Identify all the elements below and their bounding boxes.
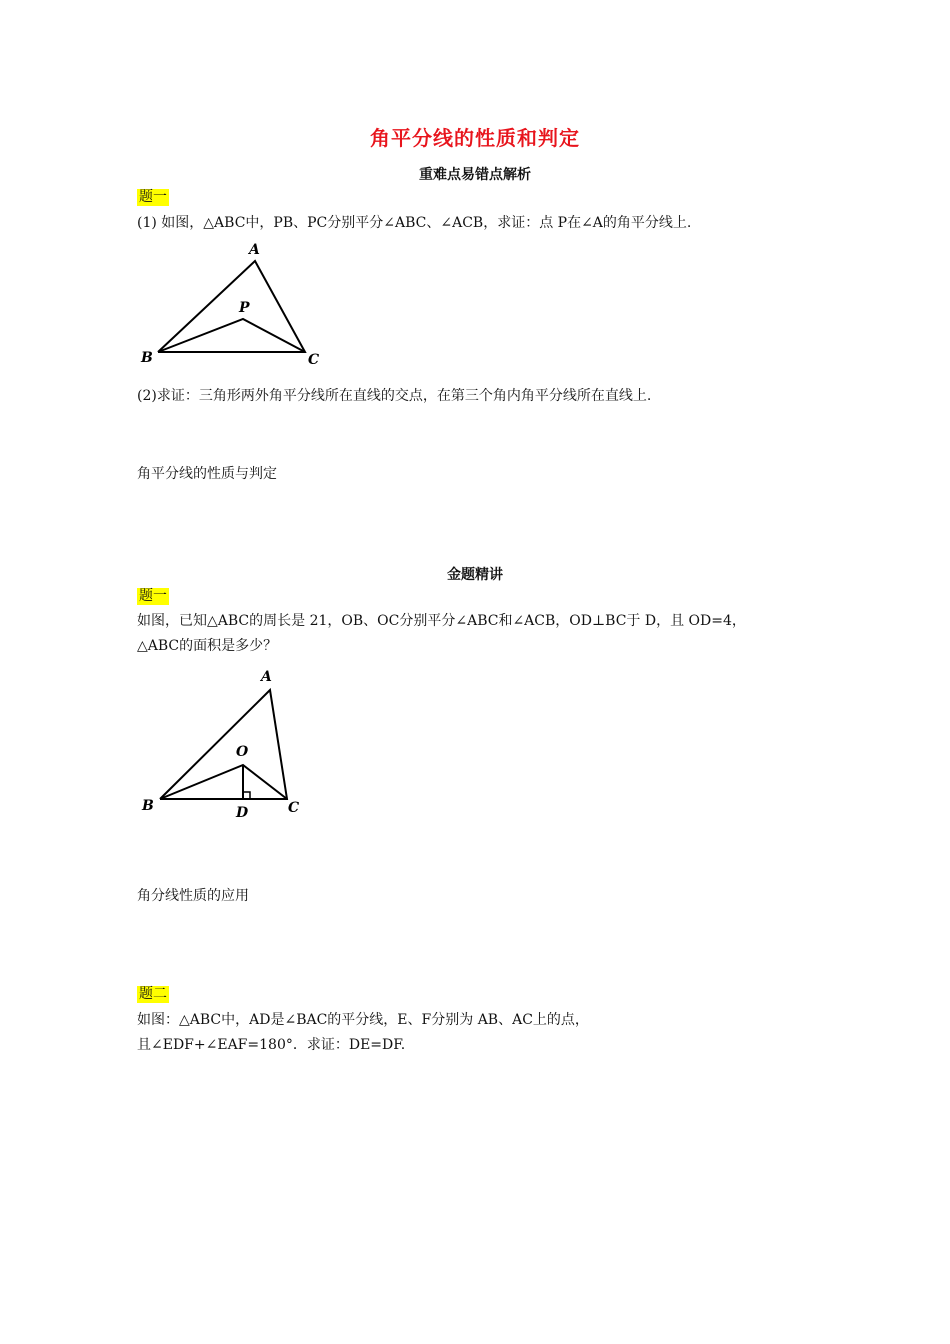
- label-o: O: [236, 744, 249, 760]
- bisector-lines-bp-cp: [158, 319, 305, 352]
- label-b-2: B: [142, 798, 154, 814]
- question-1-part-2: (2)求证：三角形两外角平分线所在直线的交点，在第三个角内角平分线所在直线上.: [137, 388, 652, 404]
- bisector-lines-ob-oc: [160, 765, 287, 799]
- question-2-line-1: 如图，已知△ABC的周长是 21，OB、OC分别平分∠ABC和∠ACB，OD⊥BC于 D，且 OD=4，: [137, 613, 746, 629]
- question-3-line-2: 且∠EDF+∠EAF=180°．求证：DE=DF.: [137, 1037, 406, 1053]
- question-tag-1: 题一: [139, 189, 167, 205]
- label-p: P: [239, 300, 250, 316]
- question-1-topic: 角平分线的性质与判定: [137, 466, 277, 482]
- label-d: D: [236, 805, 249, 821]
- label-b: B: [141, 350, 153, 366]
- triangle-abc-outline: [158, 261, 305, 352]
- right-angle-marker: [243, 792, 250, 799]
- label-c-2: C: [288, 800, 300, 816]
- label-c: C: [308, 352, 320, 368]
- triangle-figure-1: [130, 235, 340, 370]
- label-a: A: [249, 242, 260, 258]
- triangle-figure-2: [130, 660, 330, 825]
- question-1-part-1: (1) 如图，△ABC中，PB、PC分别平分∠ABC、∠ACB，求证：点 P在∠A的角平分线上.: [137, 215, 692, 231]
- section-heading-analysis: 重难点易错点解析: [419, 167, 531, 183]
- question-2-line-2: △ABC的面积是多少？: [137, 638, 278, 654]
- question-tag-3: 题二: [139, 986, 167, 1002]
- section-heading-featured: 金题精讲: [447, 567, 503, 583]
- question-tag-2: 题一: [139, 588, 167, 604]
- triangle-abc-outline-2: [160, 690, 287, 799]
- question-3-line-1: 如图：△ABC中，AD是∠BAC的平分线，E、F分别为 AB、AC上的点，: [137, 1012, 589, 1028]
- label-a-2: A: [261, 669, 272, 685]
- question-2-topic: 角分线性质的应用: [137, 888, 249, 904]
- document-title: 角平分线的性质和判定: [370, 126, 580, 150]
